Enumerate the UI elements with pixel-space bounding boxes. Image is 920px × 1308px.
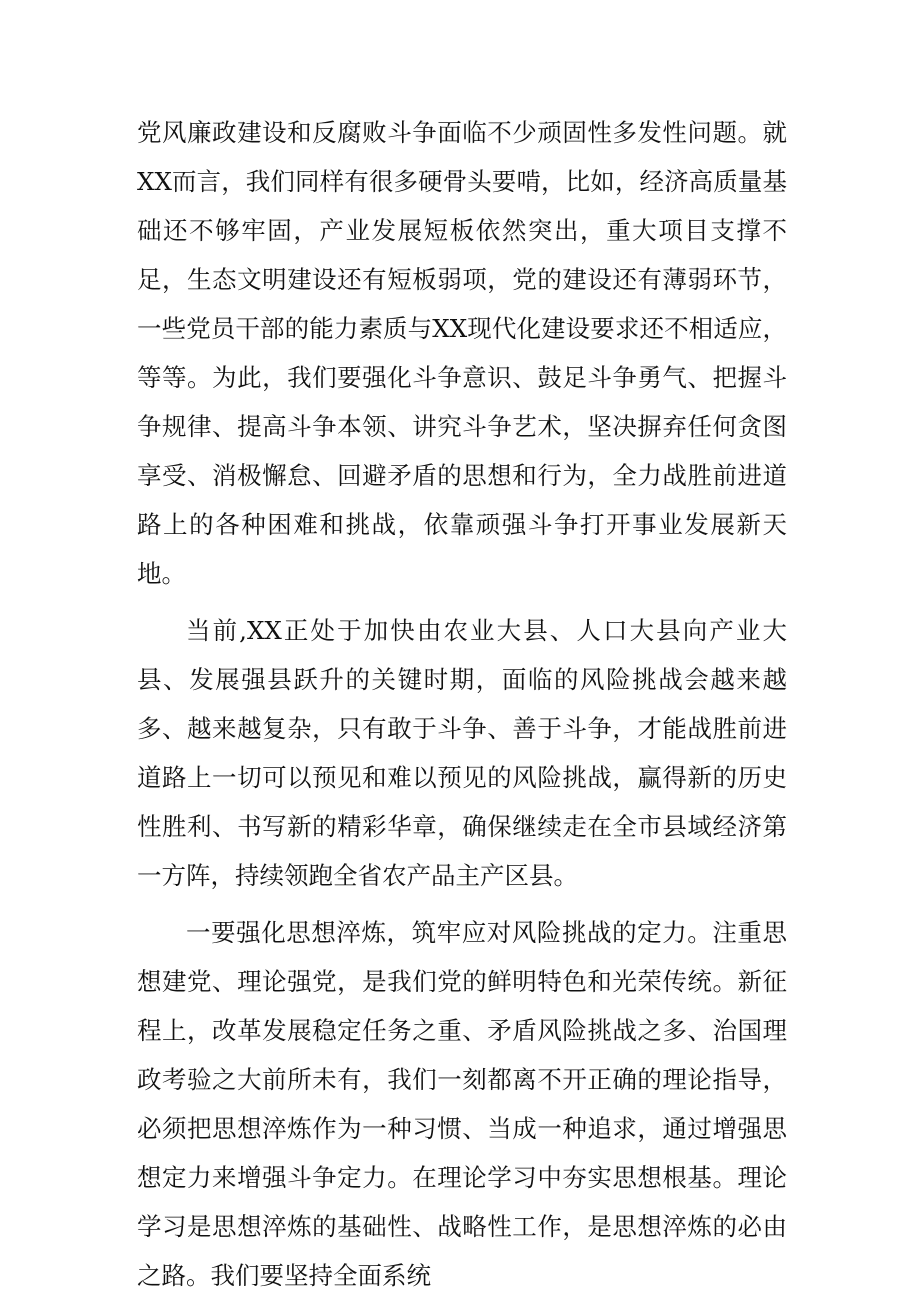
document-body bbox=[137, 108, 787, 1308]
paragraph-1: 党风廉政建设和反腐败斗争面临不少顽固性多发性问题。就XX而言，我们同样有很多硬骨头要啃，比如，经济高质量基础还不够牢固，产业发展短板依然突出，重大项目支撑不足，生态文明建设还有短板弱项，党的建设还有薄弱环节，一些党员干部的能力素质与XX现代化建设要求还不相适应，等等。为此，我们要强化斗争意识、鼓足斗争勇气、把握斗争规律、提高斗争本领、讲究斗争艺术，坚决摒弃任何贪图享受、消极懈怠、回避矛盾的思想和行为，全力战胜前进道路上的各种困难和挑战，依靠顽强斗争打开事业发展新天地。 bbox=[137, 118, 787, 588]
paragraph-3: 一要强化思想淬炼，筑牢应对风险挑战的定力。注重思想建党、理论强党，是我们党的鲜明特色和光荣传统。新征程上，改革发展稳定任务之重、矛盾风险挑战之多、治国理政考验之大前所未有，我们一刻都离不开正确的理论指导，必须把思想淬炼作为一种习惯、当成一种追求，通过增强思想定力来增强斗争定力。在理论学习中夯实思想根基。理论学习是思想淬炼的基础性、战略性工作，是思想淬炼的必由之路。我们要坚持全面系统 bbox=[137, 918, 787, 1290]
paragraph-2: 当前,XX正处于加快由农业大县、人口大县向产业大县、发展强县跃升的关键时期，面临的风险挑战会越来越多、越来越复杂，只有敢于斗争、善于斗争，才能战胜前进道路上一切可以预见和难以预见的风险挑战，赢得新的历史性胜利、书写新的精彩华章，确保继续走在全市县域经济第一方阵，持续领跑全省农产品主产区县。 bbox=[137, 616, 787, 890]
